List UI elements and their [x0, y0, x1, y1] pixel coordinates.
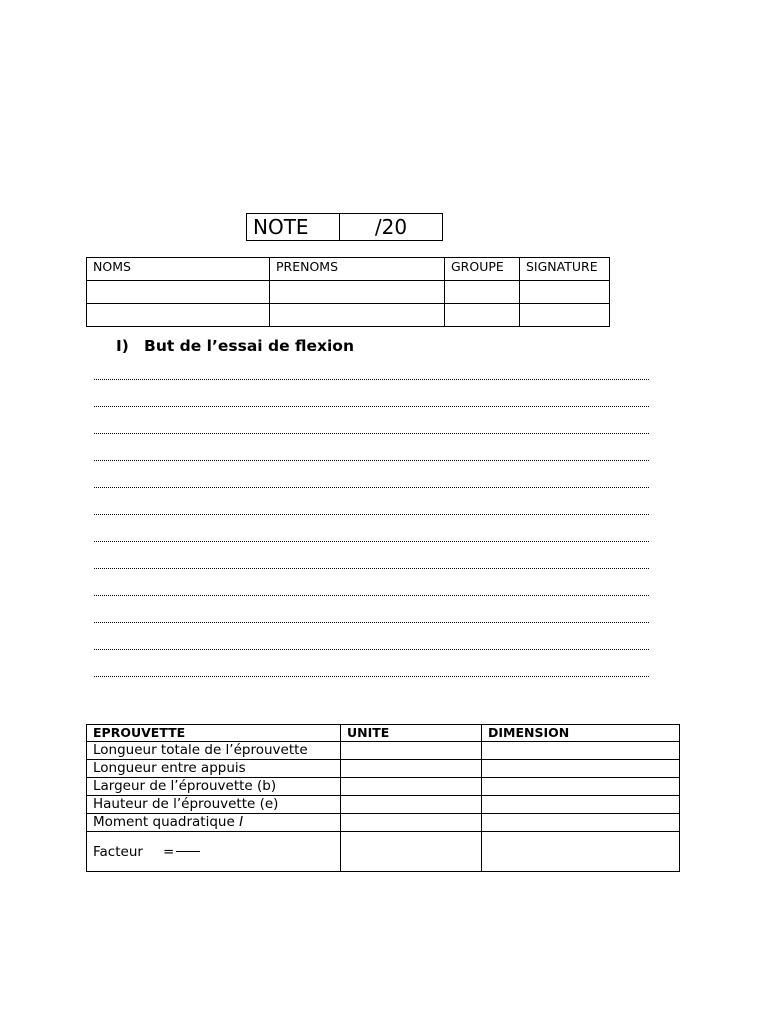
row-label: Hauteur de l’éprouvette (e) — [87, 796, 341, 814]
table-row — [87, 778, 680, 796]
section-title-text: But de l’essai de flexion — [144, 337, 354, 355]
unit-cell[interactable] — [341, 742, 482, 760]
answer-line[interactable] — [94, 460, 649, 461]
table-row — [87, 281, 610, 304]
header-eprouvette: EPROUVETTE — [87, 725, 341, 742]
answer-line[interactable] — [94, 379, 649, 380]
signature-cell[interactable] — [520, 281, 610, 304]
prenoms-cell[interactable] — [270, 304, 445, 327]
groupe-cell[interactable] — [445, 281, 520, 304]
unit-cell[interactable] — [341, 760, 482, 778]
dimension-cell[interactable] — [482, 832, 680, 872]
table-row — [87, 742, 680, 760]
answer-line[interactable] — [94, 595, 649, 596]
answer-line[interactable] — [94, 622, 649, 623]
specimen-table — [86, 724, 680, 872]
participants-table — [86, 257, 610, 327]
dimension-cell[interactable] — [482, 796, 680, 814]
answer-line[interactable] — [94, 433, 649, 434]
signature-cell[interactable] — [520, 304, 610, 327]
table-row — [87, 814, 680, 832]
dimension-cell[interactable] — [482, 760, 680, 778]
answer-line[interactable] — [94, 541, 649, 542]
section-number: I) — [116, 337, 129, 355]
row-label: Longueur entre appuis — [87, 760, 341, 778]
groupe-cell[interactable] — [445, 304, 520, 327]
moment-label: Moment quadratique — [93, 814, 240, 830]
unit-cell[interactable] — [341, 832, 482, 872]
moment-symbol: I — [239, 814, 244, 830]
note-box — [246, 213, 443, 241]
table-row — [87, 760, 680, 778]
answer-line[interactable] — [94, 487, 649, 488]
fraction-bar — [176, 851, 200, 852]
section-title — [116, 337, 354, 355]
factor-equals: = — [162, 843, 175, 860]
header-unite: UNITE — [341, 725, 482, 742]
header-dimension: DIMENSION — [482, 725, 680, 742]
table-header-row — [87, 725, 680, 742]
answer-line[interactable] — [94, 514, 649, 515]
note-label: NOTE — [247, 214, 340, 241]
factor-label: Facteur — [93, 843, 143, 860]
dimension-cell[interactable] — [482, 814, 680, 832]
unit-cell[interactable] — [341, 814, 482, 832]
header-signature: SIGNATURE — [520, 258, 610, 281]
note-score[interactable]: /20 — [340, 214, 443, 241]
noms-cell[interactable] — [87, 281, 270, 304]
row-label-moment — [87, 814, 341, 832]
table-row — [87, 304, 610, 327]
dimension-cell[interactable] — [482, 778, 680, 796]
answer-line[interactable] — [94, 649, 649, 650]
row-label: Longueur totale de l’éprouvette — [87, 742, 341, 760]
answer-line[interactable] — [94, 568, 649, 569]
unit-cell[interactable] — [341, 778, 482, 796]
dimension-cell[interactable] — [482, 742, 680, 760]
header-prenoms: PRENOMS — [270, 258, 445, 281]
prenoms-cell[interactable] — [270, 281, 445, 304]
noms-cell[interactable] — [87, 304, 270, 327]
answer-line[interactable] — [94, 406, 649, 407]
row-label: Largeur de l’éprouvette (b) — [87, 778, 341, 796]
header-groupe: GROUPE — [445, 258, 520, 281]
unit-cell[interactable] — [341, 796, 482, 814]
table-row — [87, 832, 680, 872]
table-header-row — [87, 258, 610, 281]
answer-line[interactable] — [94, 676, 649, 677]
table-row — [87, 796, 680, 814]
header-noms: NOMS — [87, 258, 270, 281]
row-label-factor — [87, 832, 341, 872]
